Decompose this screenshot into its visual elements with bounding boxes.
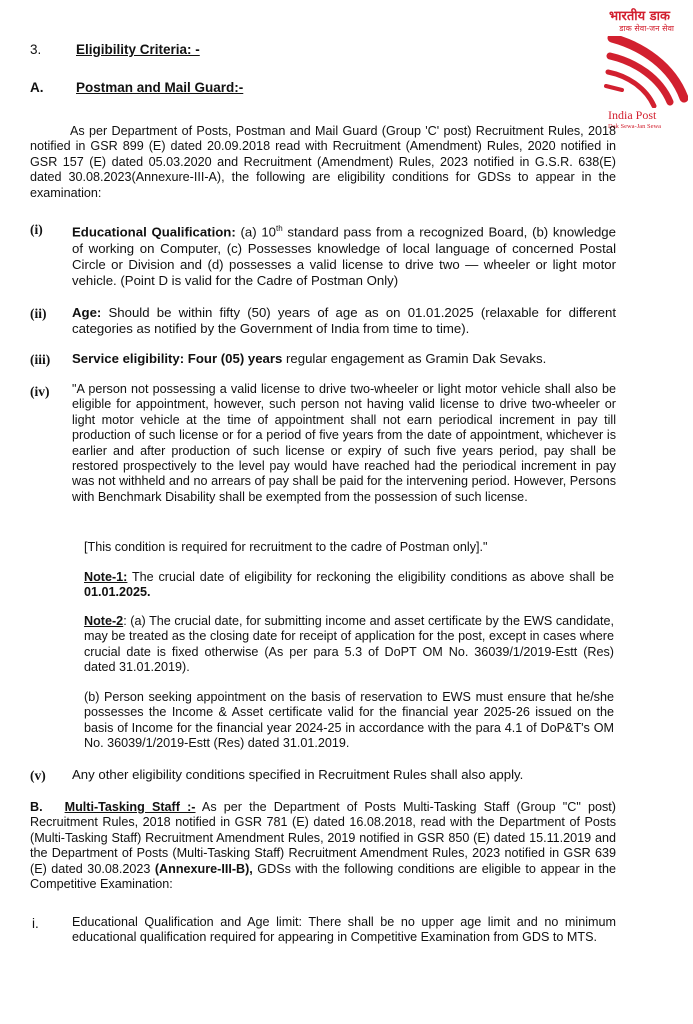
note-2b: (b) Person seeking appointment on the basis of reservation to EWS must ensure that he/she possesses the Income & Asset certificate valid for the financial year 2025-26 issued on the basis of Income for the financial year 2024-25 in accordance with the para 4.1 of DoP&T's OM No. 36039/1/2019-Estt (Res) dated 31.01.2019. (84, 690, 614, 751)
license-condition-item: "A person not possessing a valid license to drive two-wheeler or light motor vehicle shall also be eligible for appointment, however, such person not having valid license to drive two-wheeler or light motor vehicle at the time of appointment shall not earn periodical increment in pay till production of such license or for a period of five years from the date of appointment, whichever is earlier and after production of such license or expiry of such five years period, pay shall be restored prospectively to the level pay would have reached had the periodical increment in pay was not withheld and no arrears of pay shall be paid for the intervening period. However, Persons with Benchmark Disability shall be exempted from the possession of such license. (72, 382, 616, 504)
age-item (72, 305, 616, 337)
note-label: Note-2 (84, 614, 124, 628)
logo-hindi-title: भारतीय डाक (609, 9, 670, 24)
item-number: (iii) (30, 352, 51, 367)
annexure-ref: (Annexure-III-B), (154, 861, 253, 876)
item-label: Service eligibility: Four (05) years (72, 351, 283, 366)
note-date: 01.01.2025. (84, 585, 151, 600)
item-label: Educational Qualification: (72, 224, 236, 240)
postman-condition-note: [This condition is required for recruitment to the cadre of Postman only]." (84, 540, 488, 554)
logo-hindi-tagline: डाक सेवा-जन सेवा (619, 24, 674, 33)
india-post-logo (552, 6, 688, 134)
logo-name: India Post (608, 108, 657, 122)
note-text: : (a) The crucial date, for submitting income and asset certificate by the EWS candidate, may be treated as the closing date for receipt of application for the post, except in cases where crucial date is fixed otherwise (As per para 5.3 of DoPT OM No. 36039/1/2019-Estt (Res) dated 31.01.2019). (84, 614, 614, 675)
section-title: Eligibility Criteria: - (76, 42, 200, 57)
educational-qualification-item (72, 221, 616, 289)
mts-paragraph (30, 800, 616, 892)
item-label: Age: (72, 305, 102, 320)
item-text: regular engagement as Gramin Dak Sevaks. (282, 351, 547, 366)
section-number: 3. (30, 42, 42, 57)
logo-tagline: Dak Sewa-Jan Sewa (608, 123, 662, 130)
item-text: Should be within fifty (50) years of age as on 01.01.2025 (relaxable for different categories as notified by the Government of India from time to time). (72, 305, 616, 337)
subsection-letter: B. (30, 800, 43, 814)
other-conditions-item: Any other eligibility conditions specified in Recruitment Rules shall also apply. (72, 767, 524, 782)
item-number: (ii) (30, 306, 47, 321)
subsection-title: Multi-Tasking Staff :- (64, 800, 196, 814)
mts-educational-item: Educational Qualification and Age limit: There shall be no upper age limit and no minimum educational qualification required for appearing in Competitive Examination from GDS to MTS. (72, 915, 616, 945)
note-text: The crucial date of eligibility for reckoning the eligibility conditions as above shall be (127, 570, 614, 584)
india-post-logo-icon (552, 36, 688, 108)
service-eligibility-item (72, 351, 616, 367)
item-text: (a) 10 (235, 224, 276, 240)
intro-paragraph: As per Department of Posts, Postman and Mail Guard (Group 'C' post) Recruitment Rules, 2018 notified in GSR 899 (E) dated 20.09.2018 read with Recruitment (Amendment) Rules, 2020 notified in GSR 157 (E) dated 05.03.2020 and Recruitment (Amendment) Rules, 2023 notified in G.S.R. 638(E) dated 30.08.2023(Annexure-III-A), the following are eligibility conditions for GDSs to appear in the examination: (30, 124, 616, 200)
item-number: (i) (30, 222, 43, 237)
item-text: standard pass from a recognized Board, (b) knowledge of working on Computer, (c) Possesses knowledge of local language of concerned Postal Circle or Division and (d) possesses a valid license to drive two — wheeler or light motor vehicle. (Point D is valid for the Cadre of Postman Only) (72, 224, 616, 288)
mts-intro-end: GDSs with the following conditions are eligible to appear in the Competitive Examination: (30, 861, 616, 892)
note-label: Note-1: (84, 570, 128, 584)
mts-intro: As per the Department of Posts Multi-Tasking Staff (Group "C" post) Recruitment Rules, 2018 notified in GSR 781 (E) dated 16.08.2018, read with the Department of Posts (Multi-Tasking Staff) Recruitment Amendment Rules, 2019 notified in GSR 850 (E) dated 15.11.2019 and the Department of Posts (Multi-Tasking Staff) Recruitment Amendment Rules, 2023 notified in GSR 639 (E) dated 30.08.2023 (30, 800, 616, 876)
item-sup: th (276, 224, 283, 233)
item-number: (iv) (30, 384, 50, 399)
subsection-letter: A. (30, 80, 44, 95)
item-number: (v) (30, 768, 46, 783)
note-2a (84, 614, 614, 676)
note-1 (84, 570, 614, 601)
subsection-title: Postman and Mail Guard:- (76, 80, 244, 95)
item-number: i. (32, 916, 39, 931)
